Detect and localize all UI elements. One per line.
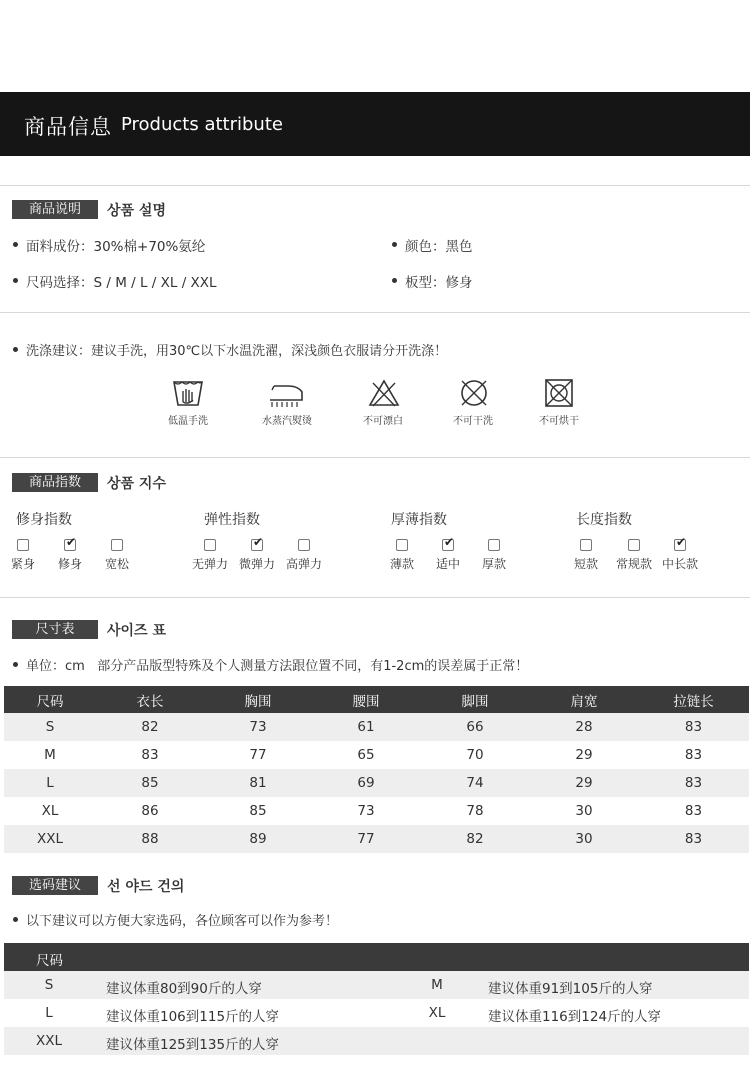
steam-iron-icon xyxy=(268,382,306,412)
size-table-cell: XXL xyxy=(4,825,96,853)
hand-wash-low-temp-icon xyxy=(172,378,204,412)
index-option-label: 常规款 xyxy=(615,557,652,571)
description-tag: 商品说明 xyxy=(12,200,98,219)
index-group-title: 弹性指数 xyxy=(204,512,260,528)
recommend-size: L xyxy=(45,1005,53,1021)
size-table-cell: S xyxy=(4,713,96,741)
recommend-size: M xyxy=(431,977,443,993)
size-table-header xyxy=(4,686,749,713)
divider xyxy=(0,457,750,458)
size-table-cell: 88 xyxy=(96,825,204,853)
size-table-cell: 83 xyxy=(638,825,749,853)
size-table-cell: 85 xyxy=(249,803,267,819)
banner-title-en: Products attribute xyxy=(121,114,283,135)
recommend-note: 以下建议可以方便大家选码，各位顾客可以作为参考！ xyxy=(26,910,338,929)
index-checkbox[interactable] xyxy=(298,539,310,551)
recommend-text: 建议体重106到115斤的人穿 xyxy=(106,1009,280,1025)
index-group-title: 修身指数 xyxy=(16,512,72,528)
recommend-text: 建议体重80到90斤的人穿 xyxy=(106,981,262,997)
index-option-label: 修身 xyxy=(57,557,82,571)
index-checkbox[interactable] xyxy=(580,539,592,551)
size-table-cell: 77 xyxy=(312,825,420,853)
size-table-cell: 81 xyxy=(204,769,312,797)
index-checkbox[interactable] xyxy=(396,539,408,551)
checkmark-icon: ✔ xyxy=(676,535,687,549)
size-options-info: 尺码选择：S / M / L / XL / XXL xyxy=(26,271,217,291)
size-table-row xyxy=(4,741,749,769)
no-dry-clean-icon xyxy=(458,378,490,412)
size-table-cell: 86 xyxy=(141,803,159,819)
recommend-tag-ko: 선 야드 건의 xyxy=(107,879,185,895)
size-table-tag: 尺寸表 xyxy=(12,620,98,639)
index-option-label: 高弹力 xyxy=(285,557,322,571)
index-option-label: 微弹力 xyxy=(238,557,275,571)
size-table-cell: 83 xyxy=(141,747,159,763)
size-table-cell: 77 xyxy=(249,747,267,763)
size-table-cell: 85 xyxy=(96,769,204,797)
no-tumble-dry-icon xyxy=(543,378,575,412)
size-table-cell: 69 xyxy=(312,769,420,797)
size-table-cell: 83 xyxy=(684,747,703,763)
size-table-header-cell: 胸围 xyxy=(204,686,312,713)
size-table-cell: 73 xyxy=(357,803,375,819)
index-option-label: 中长款 xyxy=(661,557,698,571)
size-table-cell: 78 xyxy=(466,803,484,819)
recommend-size: XXL xyxy=(35,1033,63,1049)
recommend-table-header xyxy=(4,943,749,971)
size-table-header-cell: 拉链长 xyxy=(638,686,749,713)
size-table-cell: 82 xyxy=(420,825,530,853)
size-table-row xyxy=(4,769,749,797)
recommend-tag: 选码建议 xyxy=(12,876,98,895)
size-table-cell: XL xyxy=(41,803,59,819)
color-info: 颜色：黑色 xyxy=(405,235,473,255)
index-tag-ko: 상품 지수 xyxy=(107,476,166,492)
size-table-cell: 83 xyxy=(638,713,749,741)
size-table-cell: 83 xyxy=(638,769,749,797)
recommend-header-label: 尺码 xyxy=(36,953,63,969)
index-checkbox[interactable] xyxy=(488,539,500,551)
size-table-cell: 82 xyxy=(96,713,204,741)
banner-title-cn: 商品信息 xyxy=(24,115,112,139)
recommend-text: 建议体重125到135斤的人穿 xyxy=(106,1037,280,1053)
size-table-cell: 29 xyxy=(530,769,638,797)
index-checkbox[interactable] xyxy=(111,539,123,551)
wash-advice: 洗涤建议：建议手洗，用30℃以下水温洗濯，深浅颜色衣服请分开洗涤！ xyxy=(26,340,447,359)
index-checkbox[interactable] xyxy=(17,539,29,551)
divider xyxy=(0,185,750,186)
index-option-label: 短款 xyxy=(573,557,598,571)
size-table-cell: 29 xyxy=(575,747,593,763)
index-tag: 商品指数 xyxy=(12,473,98,492)
divider xyxy=(0,597,750,598)
size-table-header-cell: 衣长 xyxy=(96,686,204,713)
size-table-row xyxy=(4,797,749,825)
steam-iron-label: 水蒸汽熨烫 xyxy=(262,416,312,427)
size-table-cell: 70 xyxy=(466,747,484,763)
size-table-header-cell: 尺码 xyxy=(4,686,96,713)
fit-info: 板型：修身 xyxy=(405,271,473,291)
size-table-cell: 61 xyxy=(312,713,420,741)
size-table-note: 单位：cm 部分产品版型特殊及个人测量方法跟位置不同，有1-2cm的误差属于正常！ xyxy=(26,655,528,674)
index-checkbox[interactable] xyxy=(442,535,455,551)
index-checkbox[interactable] xyxy=(204,539,216,551)
size-table-cell: 30 xyxy=(530,825,638,853)
checkmark-icon: ✔ xyxy=(66,535,77,549)
index-option-label: 无弹力 xyxy=(191,557,228,571)
size-table-cell: 89 xyxy=(204,825,312,853)
index-group-title: 长度指数 xyxy=(576,512,632,528)
size-table-header-cell: 脚围 xyxy=(420,686,530,713)
size-table-row xyxy=(4,713,749,741)
size-table-cell: 28 xyxy=(530,713,638,741)
index-checkbox[interactable] xyxy=(628,539,640,551)
size-table-cell: M xyxy=(44,747,56,763)
description-tag-ko: 상품 설명 xyxy=(107,203,166,219)
divider xyxy=(0,312,750,313)
index-option-label: 宽松 xyxy=(104,557,129,571)
size-table-cell: L xyxy=(4,769,96,797)
header-banner xyxy=(0,92,750,156)
no-dry-clean-label: 不可干洗 xyxy=(453,416,493,427)
recommend-size: XL xyxy=(428,1005,446,1021)
size-table-row xyxy=(4,825,749,853)
recommend-text: 建议体重116到124斤的人穿 xyxy=(488,1009,662,1025)
no-bleach-icon xyxy=(368,378,400,412)
size-table-cell: 73 xyxy=(204,713,312,741)
index-option-label: 适中 xyxy=(435,557,460,571)
size-table xyxy=(4,686,749,853)
size-table-cell: 65 xyxy=(357,747,375,763)
size-table-cell: 74 xyxy=(420,769,530,797)
index-checkbox[interactable] xyxy=(64,535,77,551)
index-checkbox[interactable] xyxy=(251,535,264,551)
index-option-label: 薄款 xyxy=(389,557,414,571)
index-option-label: 紧身 xyxy=(10,557,35,571)
size-table-header-cell: 腰围 xyxy=(312,686,420,713)
size-table-cell: 83 xyxy=(684,803,703,819)
index-checkbox[interactable] xyxy=(674,535,687,551)
hand-wash-label: 低温手洗 xyxy=(168,416,208,427)
no-tumble-dry-label: 不可烘干 xyxy=(539,416,579,427)
fabric-info: 面料成份：30%棉+70%氨纶 xyxy=(26,235,205,255)
index-group-title: 厚薄指数 xyxy=(391,512,447,528)
size-table-cell: 66 xyxy=(420,713,530,741)
no-bleach-label: 不可漂白 xyxy=(363,416,403,427)
size-table-tag-ko: 사이즈 표 xyxy=(107,623,166,639)
recommend-text: 建议体重91到105斤的人穿 xyxy=(488,981,653,997)
checkmark-icon: ✔ xyxy=(444,535,455,549)
index-option-label: 厚款 xyxy=(481,557,506,571)
checkmark-icon: ✔ xyxy=(253,535,264,549)
recommend-size: S xyxy=(44,977,54,993)
size-table-header-cell: 肩宽 xyxy=(530,686,638,713)
size-table-cell: 30 xyxy=(575,803,593,819)
